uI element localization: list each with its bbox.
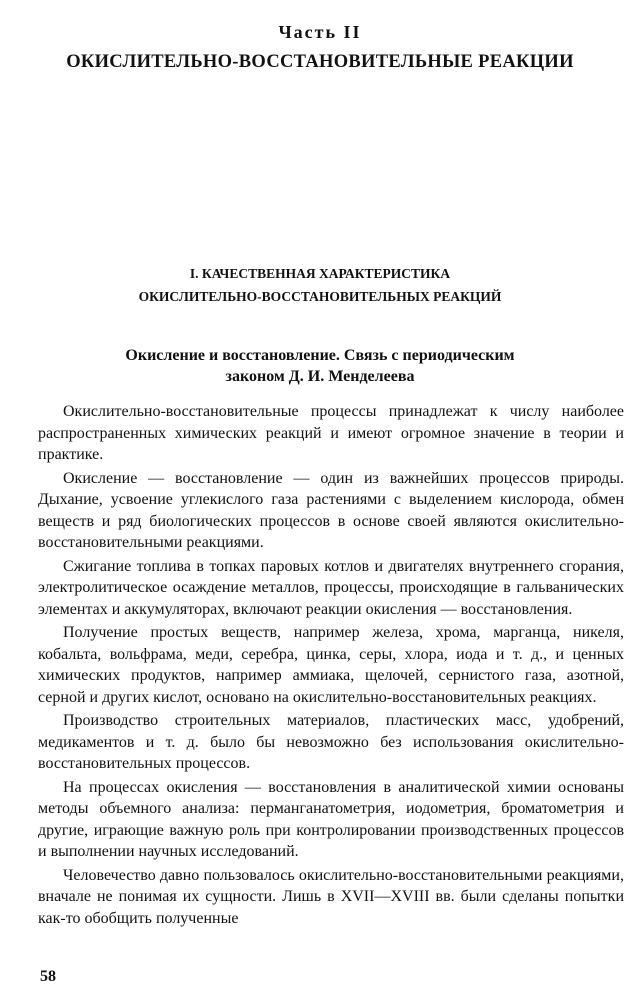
- paragraph: Человечество давно пользовалось окислительно-восстановительными реакциями, вначале не понимая их сущности. Лишь в XVII—XVIII вв. были сделаны попытки как-то обобщить полученные: [38, 866, 624, 927]
- paragraph: Окислительно-восстановительные процессы принадлежат к числу наиболее распространенных химических реакций и имеют огромное значение в теории и практике.: [38, 403, 624, 463]
- paragraph: Окисление — восстановление — один из важнейших процессов природы. Дыхание, усвоение углекислого газа растениями с выделением кислорода, обмен веществ и ряд биологических процессов в основе своей являются окислительно-восстановительными реакциями.: [38, 469, 624, 551]
- paragraph: Сжигание топлива в топках паровых котлов и двигателях внутреннего сгорания, электролитическое осаждение металлов, процессы, происходящие в гальванических элементах и аккумуляторах, включают реакции окисления — восстановления.: [38, 557, 624, 618]
- section-heading-line-2: законом Д. И. Менделеева: [225, 368, 415, 385]
- part-label: Часть II: [278, 22, 362, 42]
- paragraph: Получение простых веществ, например железа, хрома, марганца, никеля, кобальта, вольфрама, меди, серебра, цинка, серы, хлора, иода и т. д., и ценных химических продуктов, например аммиака, щелочей, сернистого газа, азотной, серной и других кислот, основано на окислительно-восстановительных реакциях.: [38, 624, 624, 706]
- paragraph: Производство строительных материалов, пластических масс, удобрений, медикаментов и т. д. было бы невозможно без использования окислительно-восстановительных процессов.: [38, 712, 624, 772]
- section-heading-line-1: Окисление и восстановление. Связь с периодическим: [125, 347, 515, 364]
- chapter-heading-line-2: ОКИСЛИТЕЛЬНО-ВОССТАНОВИТЕЛЬНЫХ РЕАКЦИЙ: [138, 289, 502, 304]
- paragraph: На процессах окисления — восстановления в аналитической химии основаны методы объемного анализа: перманганатометрия, иодометрия, броматометрия и другие, играющие важную роль при контролировании производственных процессов и выполнении научных исследований.: [38, 778, 624, 860]
- chapter-heading: [0, 262, 640, 308]
- part-title: ОКИСЛИТЕЛЬНО-ВОССТАНОВИТЕЛЬНЫЕ РЕАКЦИИ: [66, 52, 574, 72]
- chapter-heading-line-1: I. КАЧЕСТВЕННАЯ ХАРАКТЕРИСТИКА: [189, 266, 451, 281]
- body-text: [38, 401, 624, 929]
- page-number: 58: [40, 968, 56, 985]
- section-heading: [0, 345, 640, 387]
